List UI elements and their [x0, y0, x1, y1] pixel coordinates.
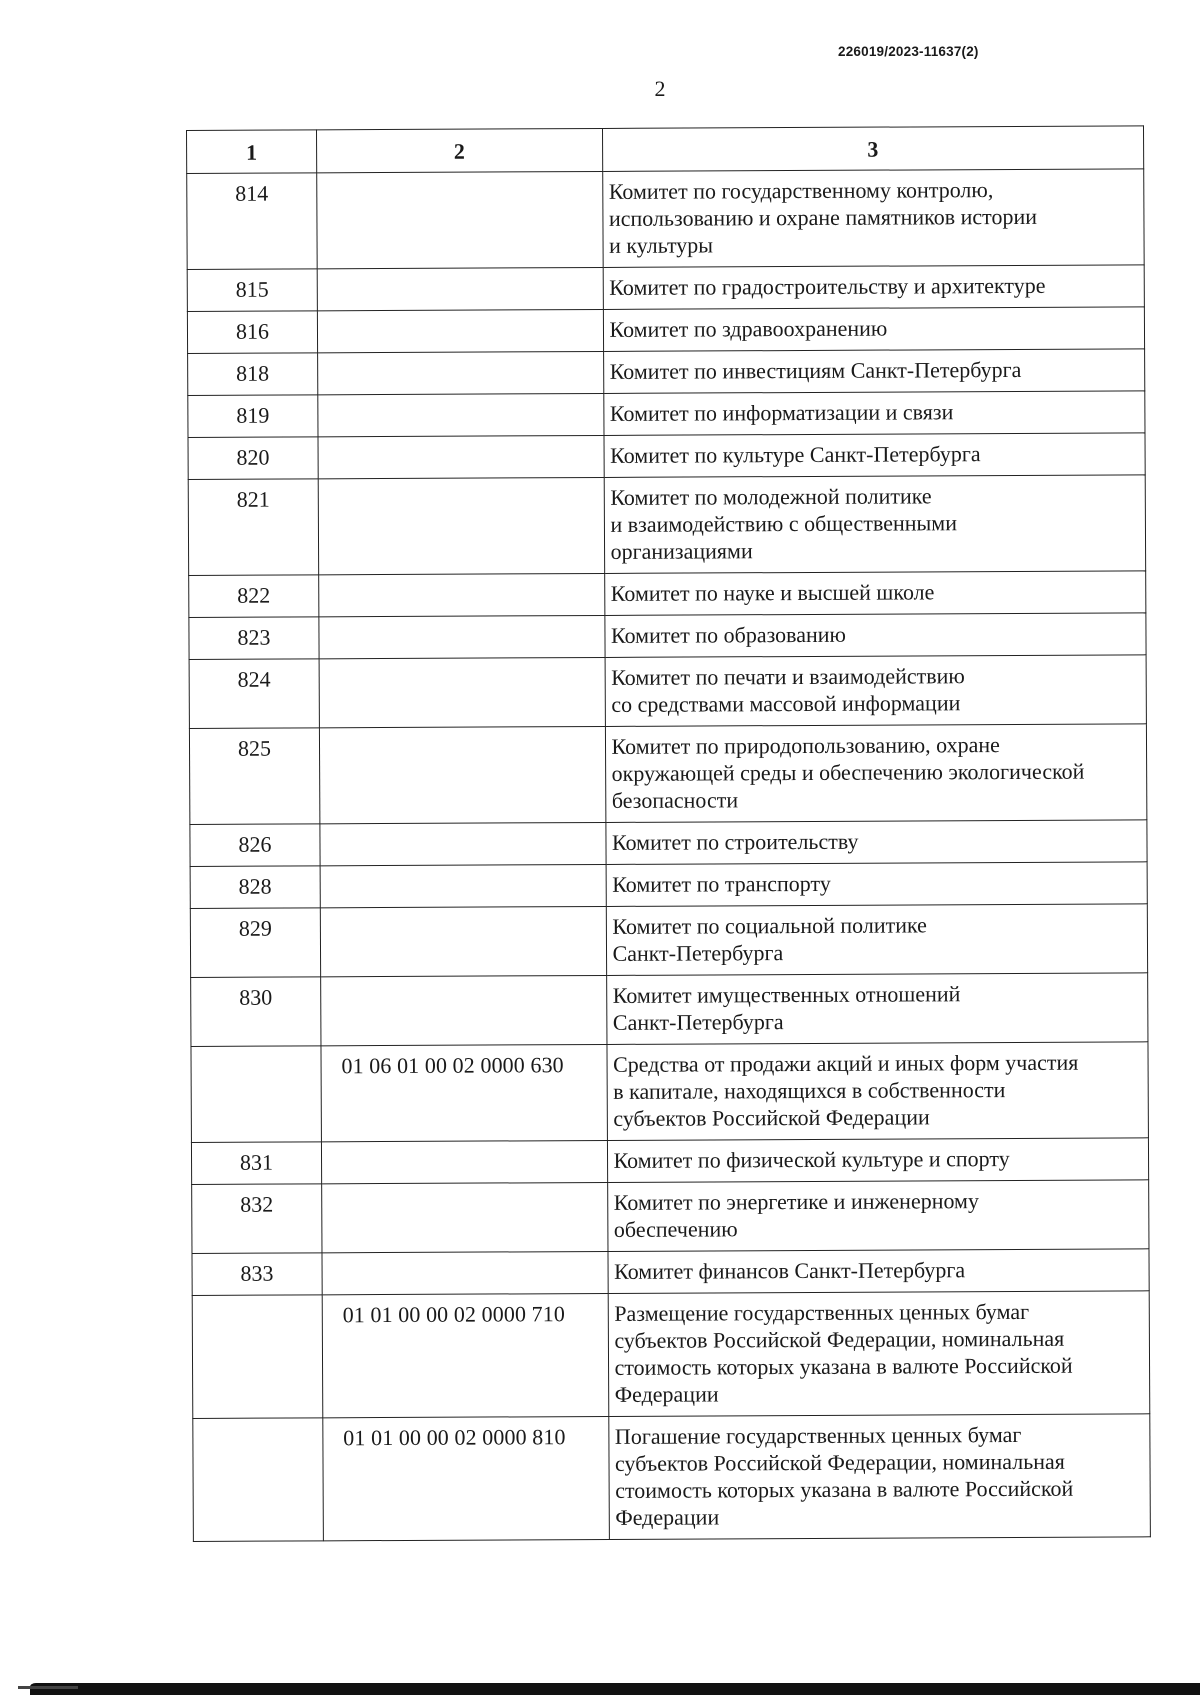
budget-code-cell [317, 351, 603, 394]
admin-name-cell: Комитет по строительству [605, 820, 1147, 865]
admin-name-cell: Комитет по государственному контролю, использованию и охране памятников истории и культуры [602, 169, 1144, 268]
admin-name-cell: Погашение государственных ценных бумаг субъектов Российской Федерации, номинальная стоимость которых указана в валюте Российской Федерации [608, 1414, 1150, 1540]
budget-code-cell [319, 726, 605, 823]
admin-code-cell: 825 [189, 728, 319, 825]
admin-code-cell: 829 [190, 908, 320, 978]
admin-name-cell: Комитет по инвестициям Санкт-Петербурга [603, 349, 1145, 394]
scan-edge-bar [30, 1683, 1200, 1695]
admin-name-cell: Комитет по культуре Санкт-Петербурга [603, 433, 1145, 478]
table-row [188, 475, 1145, 576]
admin-code-cell: 828 [190, 866, 320, 909]
budget-code-cell [319, 573, 605, 616]
budget-code-cell [319, 657, 605, 727]
budget-code-cell: 01 06 01 00 02 0000 630 [321, 1044, 607, 1141]
page-number: 2 [654, 76, 666, 101]
document-id: 226019/2023-11637(2) [838, 44, 979, 59]
table-row [190, 862, 1147, 909]
admin-code-cell: 819 [188, 395, 318, 438]
table-row [190, 904, 1147, 978]
admin-name-cell: Комитет по печати и взаимодействию со средствами массовой информации [605, 655, 1147, 727]
admin-code-cell: 814 [187, 173, 317, 270]
budget-code-cell [318, 393, 604, 436]
admin-code-cell: 816 [187, 311, 317, 354]
admin-name-cell: Комитет по природопользованию, охране окружающей среды и обеспечению экологической безопасности [605, 724, 1147, 823]
budget-code-cell: 01 01 00 00 02 0000 710 [322, 1293, 608, 1417]
budget-code-cell [321, 1140, 607, 1183]
admin-name-cell: Комитет по градостроительству и архитектуре [603, 265, 1145, 310]
budget-code-cell [320, 822, 606, 865]
table-row [193, 1414, 1151, 1542]
table-row [191, 1138, 1148, 1185]
admin-name-cell: Комитет имущественных отношений Санкт-Петербурга [606, 973, 1148, 1045]
column-header-3: 3 [602, 126, 1144, 172]
table-row [188, 391, 1145, 438]
table-row [188, 433, 1145, 480]
admin-name-cell: Размещение государственных ценных бумаг субъектов Российской Федерации, номинальная стоимость которых указана в валюте Российской Федерации [608, 1291, 1150, 1417]
table-row [187, 169, 1144, 270]
table-row [189, 655, 1146, 729]
table-row [190, 820, 1147, 867]
admin-code-cell: 833 [192, 1253, 322, 1296]
budget-code-cell [317, 267, 603, 310]
budget-code-cell [317, 309, 603, 352]
admin-code-cell [192, 1295, 322, 1419]
admin-code-cell: 824 [189, 659, 319, 729]
budget-code-cell [322, 1251, 608, 1294]
administrator-codes-table [186, 125, 1151, 1542]
budget-code-cell: 01 01 00 00 02 0000 810 [323, 1416, 609, 1540]
admin-name-cell: Комитет финансов Санкт-Петербурга [607, 1249, 1149, 1294]
admin-code-cell: 823 [189, 617, 319, 660]
table-body [187, 169, 1151, 1542]
scan-edge-streak [18, 1686, 78, 1689]
admin-code-cell: 822 [189, 575, 319, 618]
admin-code-cell: 826 [190, 824, 320, 867]
admin-name-cell: Комитет по здравоохранению [603, 307, 1145, 352]
admin-name-cell: Комитет по науке и высшей школе [604, 571, 1146, 616]
table-row [192, 1291, 1150, 1419]
table-row [187, 307, 1144, 354]
admin-name-cell: Комитет по молодежной политике и взаимодействию с общественными организациями [604, 475, 1146, 574]
budget-code-cell [319, 615, 605, 658]
admin-name-cell: Комитет по транспорту [606, 862, 1148, 907]
table-row [189, 571, 1146, 618]
budget-code-cell [318, 435, 604, 478]
admin-code-cell: 832 [192, 1184, 322, 1254]
budget-code-cell [320, 906, 606, 976]
budget-code-cell [318, 477, 604, 574]
admin-code-cell [191, 1046, 321, 1143]
table-row [191, 973, 1148, 1047]
budget-code-cell [320, 975, 606, 1045]
table-row [189, 724, 1146, 825]
admin-name-cell: Средства от продажи акций и иных форм участия в капитале, находящихся в собственности субъектов Российской Федерации [606, 1042, 1148, 1141]
admin-name-cell: Комитет по социальной политике Санкт-Петербурга [606, 904, 1148, 976]
table-row [188, 349, 1145, 396]
table-row [192, 1249, 1149, 1296]
table-row [191, 1042, 1148, 1143]
table-row [189, 613, 1146, 660]
admin-name-cell: Комитет по информатизации и связи [603, 391, 1145, 436]
admin-name-cell: Комитет по энергетике и инженерному обеспечению [607, 1180, 1149, 1252]
admin-code-cell: 830 [191, 977, 321, 1047]
admin-code-cell: 831 [191, 1142, 321, 1185]
admin-name-cell: Комитет по физической культуре и спорту [607, 1138, 1149, 1183]
column-header-1: 1 [187, 130, 317, 174]
admin-code-cell: 815 [187, 269, 317, 312]
table-row [192, 1180, 1149, 1254]
admin-name-cell: Комитет по образованию [604, 613, 1146, 658]
table-row [187, 265, 1144, 312]
column-header-2: 2 [316, 128, 602, 172]
table-header-row [187, 126, 1144, 174]
admin-code-cell: 818 [188, 353, 318, 396]
budget-code-cell [322, 1182, 608, 1252]
admin-code-cell: 821 [188, 479, 318, 576]
admin-code-cell: 820 [188, 437, 318, 480]
budget-code-cell [317, 171, 603, 268]
admin-code-cell [193, 1418, 323, 1542]
budget-code-cell [320, 864, 606, 907]
